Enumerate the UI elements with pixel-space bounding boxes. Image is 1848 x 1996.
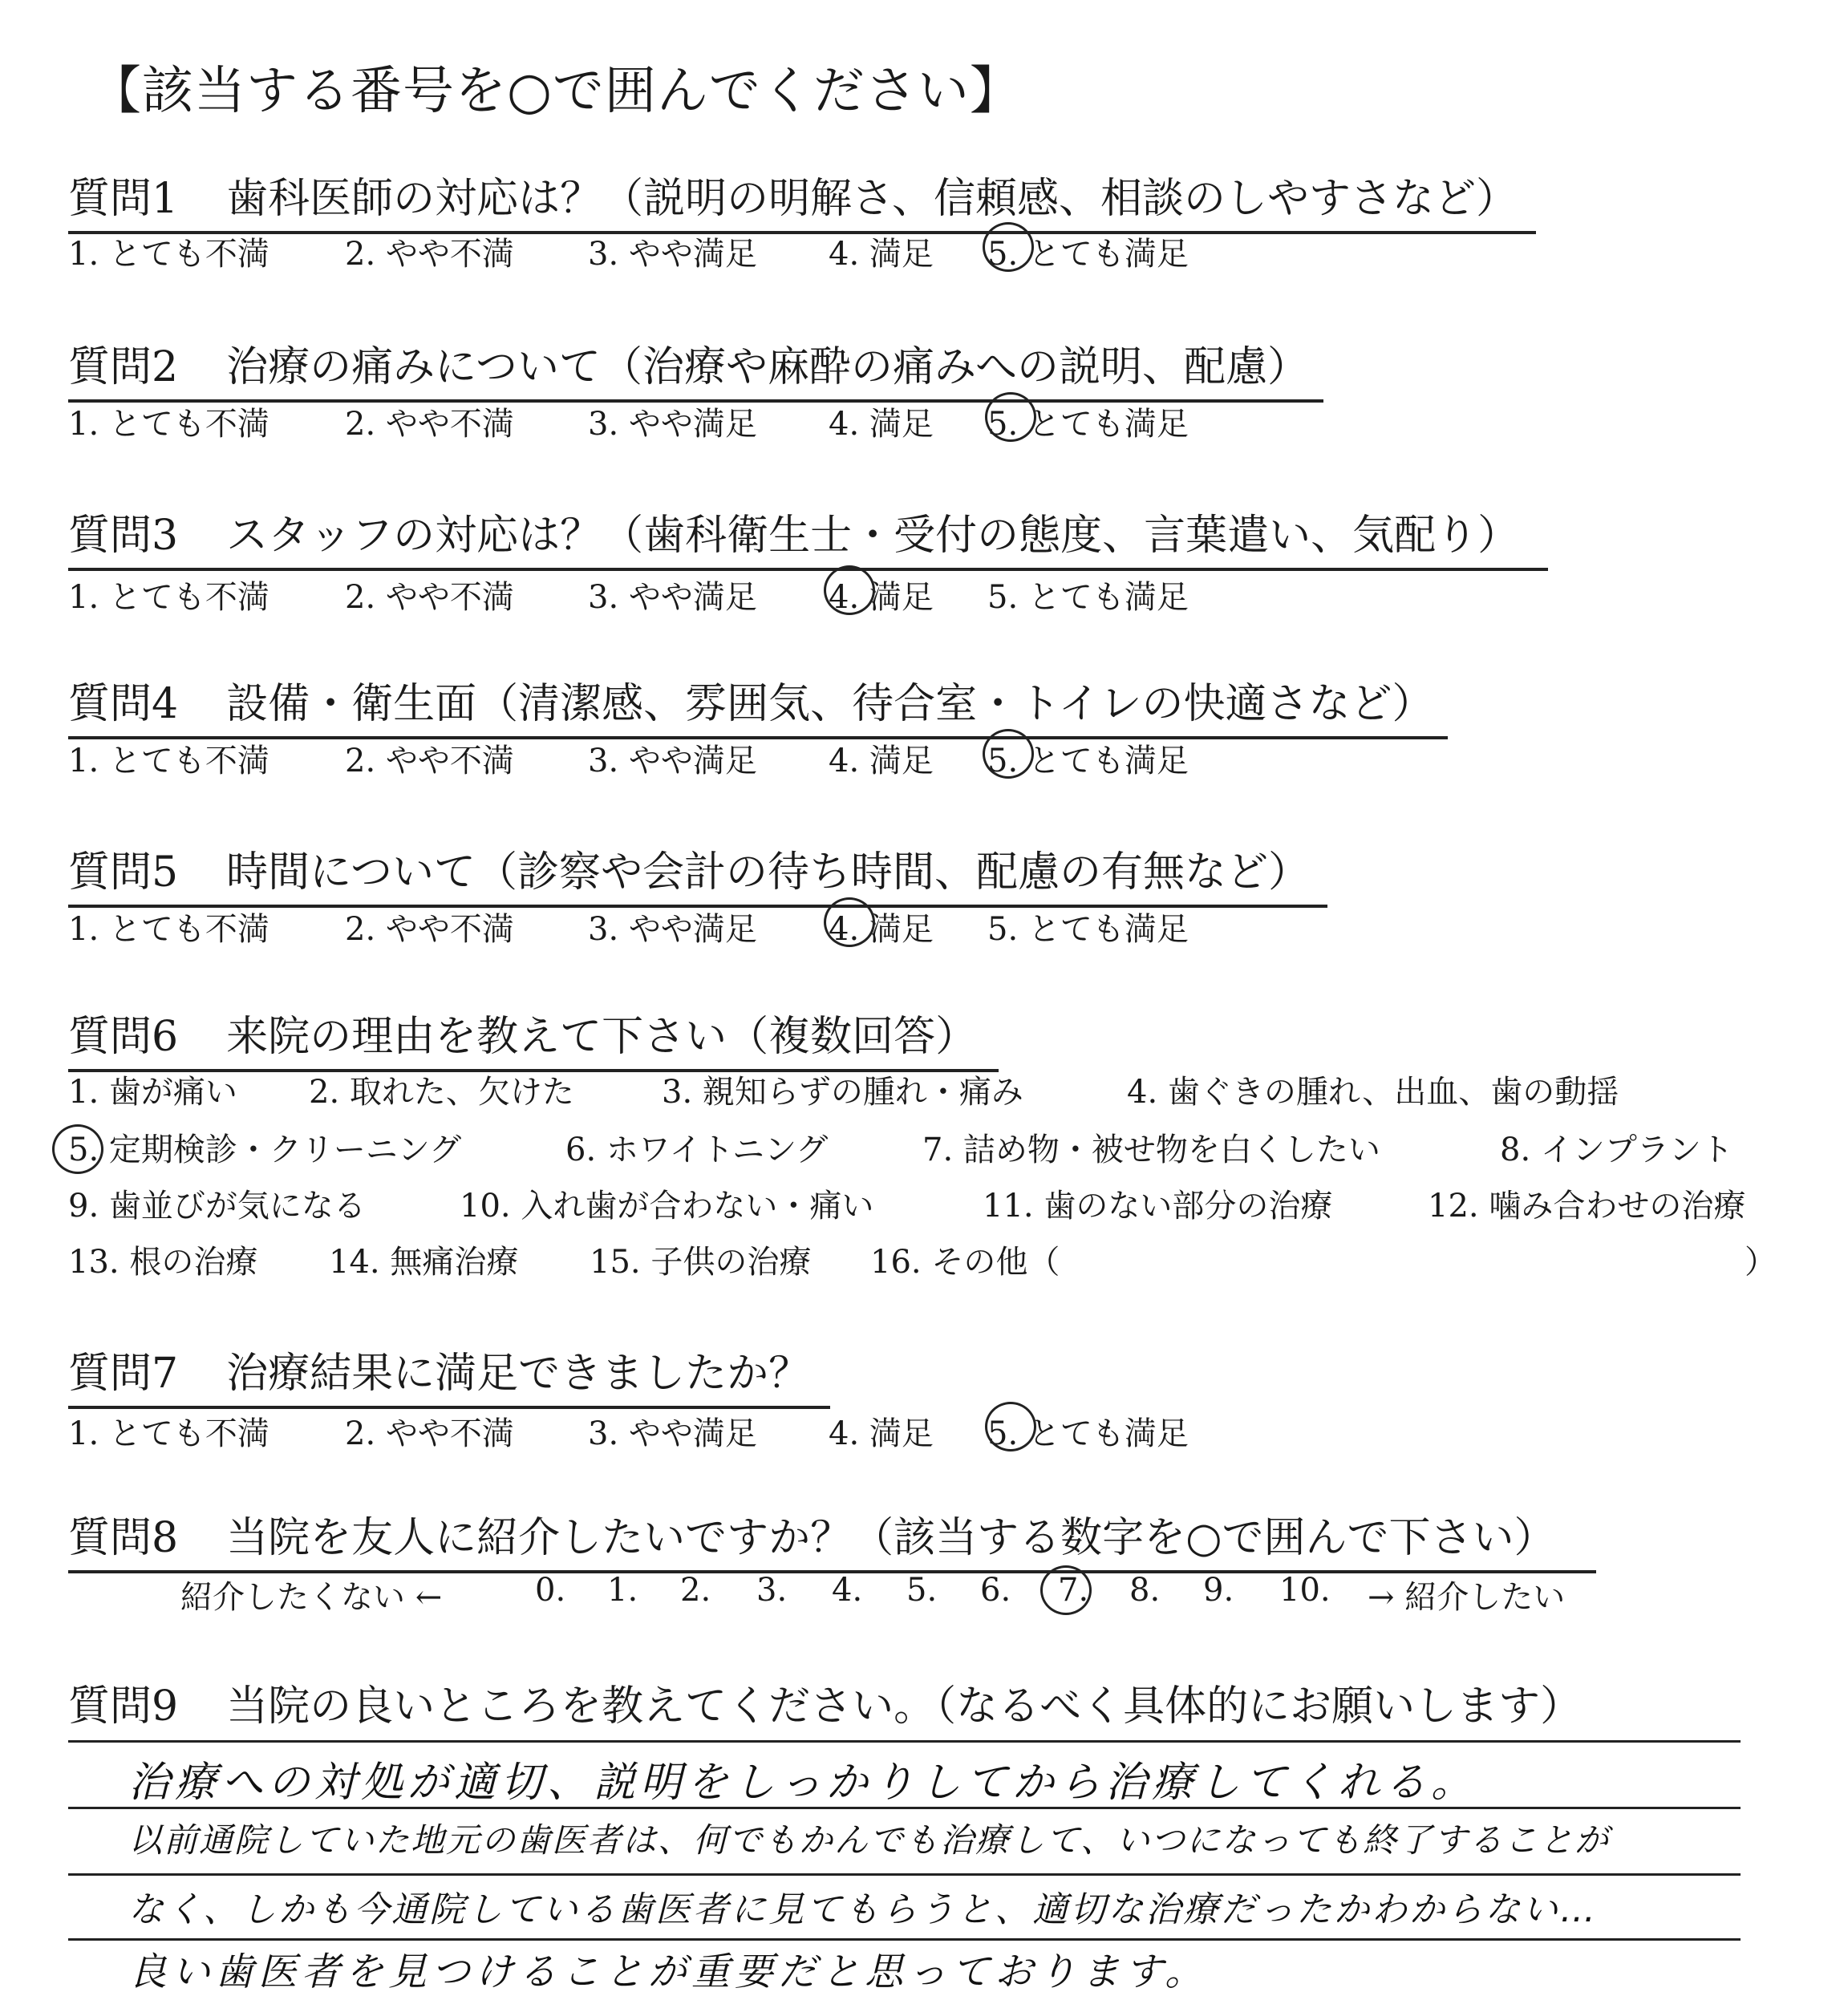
selection-circle <box>1040 1565 1092 1615</box>
option-5[interactable]: 5. とても満足 <box>987 1415 1189 1452</box>
option-2[interactable]: 2. やや不満 <box>345 911 514 948</box>
option-4[interactable]: 4. 満足 <box>829 1415 934 1452</box>
question-heading <box>68 670 1448 739</box>
handwritten-answer-line: 良い歯医者を見つけることが重要だと思っております。 <box>128 1949 1209 1994</box>
option-4[interactable]: 4. 満足 <box>829 579 934 616</box>
selection-circle <box>983 222 1034 272</box>
option-1[interactable]: 1. とても不満 <box>68 406 270 443</box>
question-number: 質問8 <box>68 1514 179 1562</box>
question-heading <box>68 838 1327 908</box>
scale-2[interactable]: 2. <box>680 1572 711 1609</box>
option-3[interactable]: 3. やや満足 <box>588 406 757 443</box>
scale-right-label: → 紹介したい <box>1368 1579 1566 1616</box>
question-number: 質問5 <box>68 848 179 897</box>
question-text: 来院の理由を教えて下さい（複数回答） <box>226 1013 978 1061</box>
question-number: 質問2 <box>68 343 179 391</box>
question-heading <box>68 1339 830 1409</box>
scale-1[interactable]: 1. <box>607 1572 638 1609</box>
question-text: スタッフの対応は？（歯科衛生士・受付の態度、言葉遣い、気配り） <box>226 512 1520 560</box>
reason-option[interactable]: 6. ホワイトニング <box>565 1132 829 1168</box>
question-heading <box>68 501 1548 571</box>
scale-9[interactable]: 9. <box>1203 1572 1234 1609</box>
scale-10[interactable]: 10. <box>1279 1572 1331 1609</box>
option-1[interactable]: 1. とても不満 <box>68 579 270 616</box>
answer-rule <box>68 1740 1741 1743</box>
question-number: 質問6 <box>68 1013 179 1061</box>
question-number: 質問9 <box>68 1682 179 1731</box>
reason-option[interactable]: 10. 入れ歯が合わない・痛い <box>460 1188 874 1225</box>
reason-option[interactable]: 12. 噛み合わせの治療 <box>1428 1188 1746 1225</box>
option-3[interactable]: 3. やや満足 <box>588 1415 757 1452</box>
question-heading <box>68 1504 1596 1573</box>
option-5[interactable]: 5. とても満足 <box>987 579 1189 616</box>
selection-circle <box>985 392 1036 442</box>
option-5[interactable]: 5. とても満足 <box>987 236 1189 273</box>
selection-circle <box>983 729 1034 779</box>
scale-7[interactable]: 7. <box>1058 1572 1089 1609</box>
reason-option[interactable]: 11. 歯のない部分の治療 <box>983 1188 1333 1225</box>
scale-8[interactable]: 8. <box>1129 1572 1161 1609</box>
reason-option[interactable]: 4. 歯ぐきの腫れ、出血、歯の動揺 <box>1127 1074 1619 1111</box>
reason-option[interactable]: 14. 無痛治療 <box>329 1244 519 1281</box>
option-2[interactable]: 2. やや不満 <box>345 1415 514 1452</box>
reason-option[interactable]: 16. その他（ <box>870 1244 1060 1281</box>
reason-close-paren: ） <box>1745 1244 1777 1281</box>
reason-option[interactable]: 13. 根の治療 <box>68 1244 258 1281</box>
reason-option[interactable]: 3. 親知らずの腫れ・痛み <box>662 1074 1023 1111</box>
option-4[interactable]: 4. 満足 <box>829 743 934 779</box>
reason-option[interactable]: 2. 取れた、欠けた <box>309 1074 574 1111</box>
option-1[interactable]: 1. とても不満 <box>68 1415 270 1452</box>
question-number: 質問3 <box>68 512 179 560</box>
question-number: 質問7 <box>68 1350 179 1398</box>
handwritten-answer-line: 治療への対処が適切、説明をしっかりしてから治療してくれる。 <box>128 1759 1478 1807</box>
reason-option[interactable]: 8. インプラント <box>1500 1132 1733 1168</box>
question-text: 当院を友人に紹介したいですか？（該当する数字を○で囲んで下さい） <box>226 1514 1556 1562</box>
option-5[interactable]: 5. とても満足 <box>987 743 1189 779</box>
option-2[interactable]: 2. やや不満 <box>345 236 514 273</box>
scale-5[interactable]: 5. <box>906 1572 938 1609</box>
reason-option[interactable]: 5. 定期検診・クリーニング <box>68 1132 462 1168</box>
option-3[interactable]: 3. やや満足 <box>588 911 757 948</box>
question-text: 時間について（診察や会計の待ち時間、配慮の有無など） <box>226 848 1311 897</box>
handwritten-answer-line: なく、しかも今通院している歯医者に見てもらうと、適切な治療だったかわからない… <box>128 1889 1599 1930</box>
question-heading <box>68 1672 1582 1732</box>
option-4[interactable]: 4. 満足 <box>829 236 934 273</box>
page-title: 【該当する番号を○で囲んでください】 <box>90 62 1022 121</box>
option-1[interactable]: 1. とても不満 <box>68 236 270 273</box>
question-heading <box>68 1002 999 1072</box>
reason-option[interactable]: 15. 子供の治療 <box>590 1244 812 1281</box>
option-2[interactable]: 2. やや不満 <box>345 406 514 443</box>
scale-0[interactable]: 0. <box>535 1572 566 1609</box>
option-2[interactable]: 2. やや不満 <box>345 579 514 616</box>
reason-option[interactable]: 7. 詰め物・被せ物を白くしたい <box>922 1132 1380 1168</box>
option-3[interactable]: 3. やや満足 <box>588 236 757 273</box>
option-4[interactable]: 4. 満足 <box>829 406 934 443</box>
option-2[interactable]: 2. やや不満 <box>345 743 514 779</box>
reason-option[interactable]: 1. 歯が痛い <box>68 1074 237 1111</box>
option-3[interactable]: 3. やや満足 <box>588 579 757 616</box>
question-text: 当院の良いところを教えてください。（なるべく具体的にお願いします） <box>226 1682 1583 1731</box>
scale-6[interactable]: 6. <box>980 1572 1011 1609</box>
option-1[interactable]: 1. とても不満 <box>68 911 270 948</box>
scale-left-label: 紹介したくない ← <box>180 1579 443 1616</box>
question-number: 質問4 <box>68 680 179 728</box>
handwritten-answer-line: 以前通院していた地元の歯医者は、何でもかんでも治療して、いつになっても終了することが <box>128 1820 1611 1860</box>
option-5[interactable]: 5. とても満足 <box>987 406 1189 443</box>
selection-circle <box>824 897 875 947</box>
selection-circle <box>52 1124 103 1174</box>
scale-4[interactable]: 4. <box>832 1572 863 1609</box>
option-1[interactable]: 1. とても不満 <box>68 743 270 779</box>
answer-rule <box>68 1873 1741 1876</box>
question-number: 質問1 <box>68 175 179 223</box>
option-5[interactable]: 5. とても満足 <box>987 911 1189 948</box>
scale-3[interactable]: 3. <box>756 1572 788 1609</box>
option-3[interactable]: 3. やや満足 <box>588 743 757 779</box>
selection-circle <box>985 1402 1036 1451</box>
question-text: 歯科医師の対応は？（説明の明解さ、信頼感、相談のしやすさなど） <box>226 175 1518 223</box>
selection-circle <box>824 565 875 615</box>
reason-option[interactable]: 9. 歯並びが気になる <box>68 1188 366 1225</box>
question-text: 治療結果に満足できましたか？ <box>226 1350 811 1398</box>
question-text: 設備・衛生面（清潔感、雰囲気、待合室・トイレの快適さなど） <box>226 680 1434 728</box>
question-heading <box>68 333 1323 403</box>
option-4[interactable]: 4. 満足 <box>829 911 934 948</box>
question-text: 治療の痛みについて（治療や麻酔の痛みへの説明、配慮） <box>226 343 1310 391</box>
question-heading <box>68 164 1536 234</box>
